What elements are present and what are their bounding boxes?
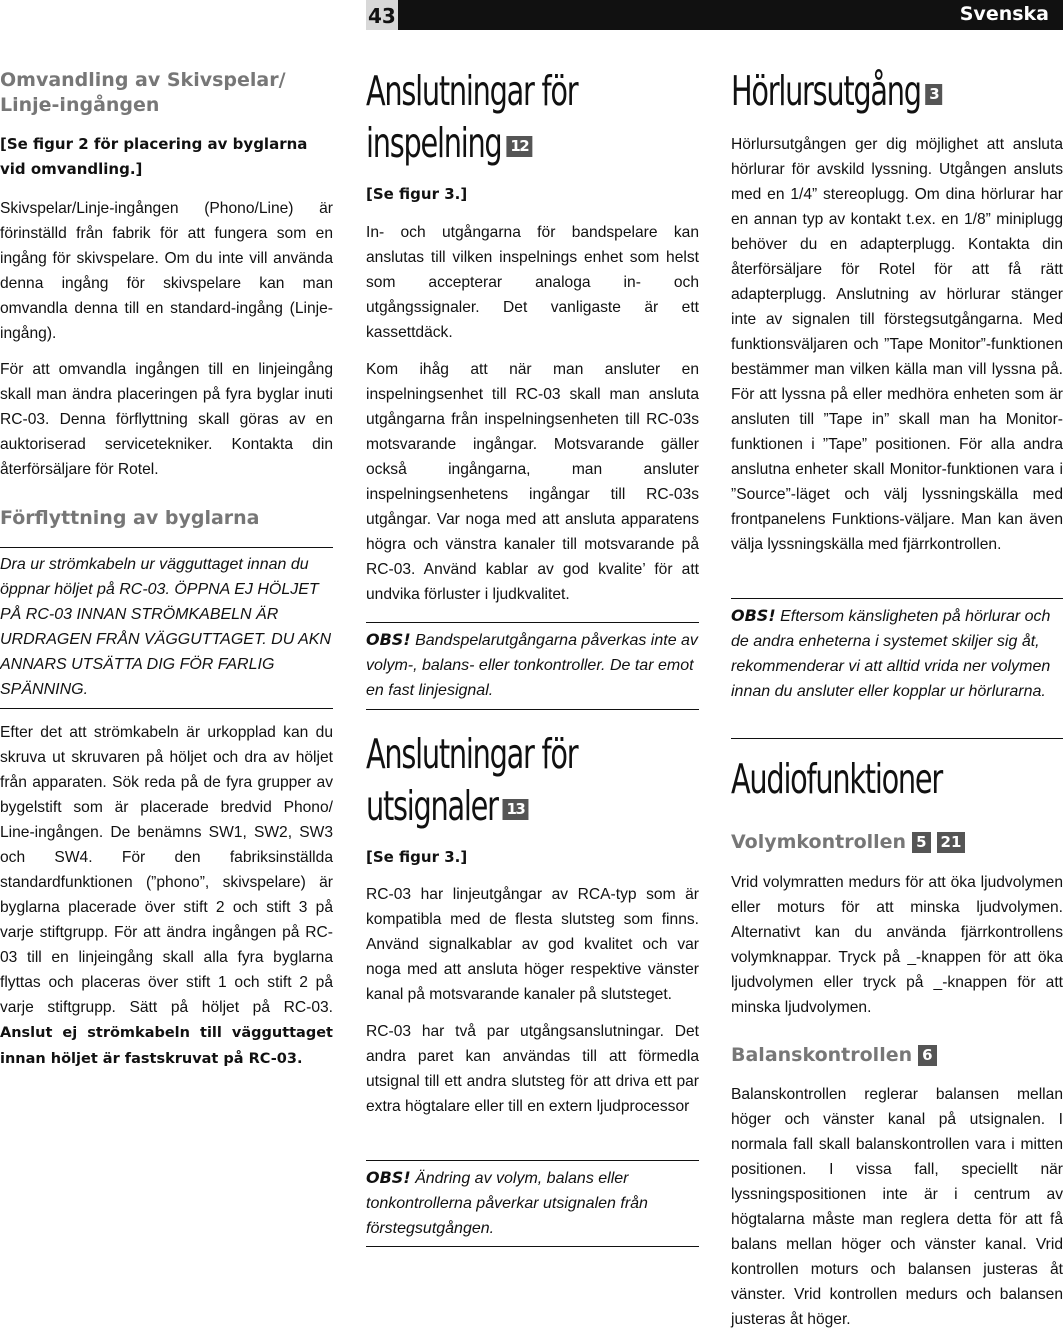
figure-reference: [Se figur 3.] <box>366 848 468 866</box>
figure-badge: 13 <box>502 799 528 820</box>
divider <box>366 709 699 710</box>
paragraph-bold-warning: Anslut ej strömkabeln till vägguttaget innan höljet är fastskruvat på RC-03. <box>0 1025 333 1067</box>
heading-balance <box>731 1043 1063 1068</box>
paragraph: RC-03 har två par utgångsanslutningar. Det andra paret kan användas till att förmedla utsignal till ett andra slutsteg för att driva ett par extra högtalare eller till en extern ljudprocessor <box>366 1023 699 1115</box>
note-label: OBS! <box>731 606 776 625</box>
heading-recording-line1: Anslutningar för <box>366 67 578 115</box>
paragraph: Skivspelar/Linje-ingången (Phono/Line) är förinställd från fabrik för att fungera som en ingång för skivspelare. Om du inte vill använda denna ingång för skivspelare kan man omvandla denna till en standard-ingång (Linje-ingång). <box>0 200 333 342</box>
paragraph: In- och utgångarna för bandspelare kan anslutas till vilken inspelnings enhet som helst som accepterar analoga in- och utgångssignaler. Det vanligaste är ett kassettdäck. <box>366 224 699 341</box>
heading-outputs-line1: Anslutningar för <box>366 730 578 778</box>
note-label: OBS! <box>366 1168 411 1187</box>
heading-volume <box>731 830 1063 855</box>
note-label: OBS! <box>366 630 411 649</box>
header-bar <box>398 0 1063 30</box>
paragraph: För att omvandla ingången till en linjeingång skall man ändra placeringen på fyra byglar inuti RC-03. Denna förflyttning skall göras av en auktoriserad servicetekniker. Kontakta din återförsäljare för Rotel. <box>0 361 333 478</box>
heading-move-jumpers: Förflyttning av byglarna <box>0 507 260 529</box>
figure-badge: 5 <box>912 832 930 853</box>
note-text: Bandspelarutgångarna påverkas inte av volym-, balans- eller tonkontroller. De tar emot en fast linjesignal. <box>366 632 698 699</box>
heading-text: Hörlursutgång <box>731 67 921 115</box>
figure-badge: 12 <box>506 136 532 157</box>
paragraph <box>0 720 333 1072</box>
divider <box>0 708 333 709</box>
heading-text: Volymkontrollen <box>731 831 907 853</box>
heading-outputs-line2 <box>366 781 626 831</box>
paragraph: Balanskontrollen reglerar balansen mellan höger och vänster kanal på utsignalen. I normala fall skall balanskontrollen vara i mitten positionen. I vissa fall, speciellt när lyssningspositionen inte är i centrum av högtalarna måste man reglera detta för att få balans mellan höger och vänster kanal. Vrid kontrollen moturs och balansen justeras åt vänster. Vrid kontrollen medurs och balansen justeras åt höger. <box>731 1086 1063 1328</box>
heading-headphones <box>731 66 990 116</box>
divider <box>366 622 699 623</box>
paragraph: Hörlursutgången ger dig möjlighet att ansluta hörlurar för avskild lyssning. Utgången ansluts med en 1/4” stereoplugg. Om dina hörlurar har en annan typ av kontakt t.ex. en 1/8” miniplugg behöver du en adapterplugg. Kontakta din återförsäljare för Rotel för att få rätt adapterplugg. Anslutning av hörlurar stänger inte av signalen till förstegsutgångarna. Med funktionsväljaren och ”Tape Monitor”-funktionen bestämmer man vilken källa man vill lyssna på. För att lyssna på eller medhöra enheten som är ansluten till ”Tape in” skall man ha Monitor-funktionen i ”Tape” positionen. För alla andra anslutna enheter skall Monitor-funktionen vara i ”Source”-läget och välj lyssningskälla med frontpanelens Funktions-väljare. Man kan även välja lyssningskälla med fjärrkontrollen. <box>731 136 1063 553</box>
figure-reference: [Se figur 2 för placering av byglarna vid omvandling.] <box>0 135 308 178</box>
divider <box>731 738 1063 739</box>
language-label: Svenska <box>959 3 1049 25</box>
figure-badge: 21 <box>937 832 966 853</box>
page-number: 43 <box>368 4 396 28</box>
divider <box>731 598 1063 599</box>
divider <box>366 1160 699 1161</box>
note <box>366 1165 699 1241</box>
figure-reference: [Se figur 3.] <box>366 185 468 203</box>
heading-audio-functions: Audiofunktioner <box>731 755 942 803</box>
note-text: Ändring av volym, balans eller tonkontrollerna påverkar utsignalen från förstegsutgången. <box>366 1170 648 1237</box>
heading-conversion: Omvandling av Skivspelar/ Linje-ingången <box>0 69 286 116</box>
paragraph-text: Efter det att strömkabeln är urkopplad kan du skruva ut skruvaren på höljet och dra av höljet från apparaten. Sök reda på de fyra grupper av bygelstift som är placerade bredvid Phono/ Line-ingången. De benämns SW1, SW2, SW3 och SW4. För den fabriksinställda standardfunktionen (”phono”, skivspelare) är byglarna placerade över stift 2 och stift 3 på varje stiftgrupp. För att ändra ingången på RC-03 till en linjeingång skall alla fyra byglarna flyttas och placeras över stift 1 och stift 2 på varje stiftgrupp. Sätt på höljet på RC-03. <box>0 724 333 1016</box>
note <box>366 627 699 703</box>
warning-text: Dra ur strömkabeln ur vägguttaget innan du öppnar höljet på RC-03. ÖPPNA EJ HÖLJET PÅ RC-03 INNAN STRÖMKABELN ÄR URDRAGEN FRÅN VÄGGUTTAGET. DU AKN ANNARS UTSÄTTA DIG FÖR FARLIG SPÄNNING. <box>0 556 331 698</box>
paragraph: Vrid volymratten medurs för att öka ljudvolymen eller moturs för att minska ljudvolymen. Alternativt kan du använda fjärrkontrollens volymknappar. Tryck på _-knappen för att öka ljudvolymen eller tryck på _-knappen för att minska ljudvolymen. <box>731 874 1063 1016</box>
heading-recording-line2 <box>366 118 626 168</box>
note-text: Eftersom känsligheten på hörlurar och de andra enheterna i systemet skiljer sig åt, rekommenderar vi att alltid vrida ner volymen innan du ansluter eller kopplar ur hörlurarna. <box>731 608 1051 700</box>
figure-badge: 3 <box>925 84 942 105</box>
paragraph: Kom ihåg att när man ansluter en inspelningsenhet till RC-03 skall man ansluta utgångarna från inspelningsenheten till RC-03s motsvarande ingångar. Motsvarande gäller också ingångarna, man ansluter inspelningsenhetens ingångar till RC-03s utgångar. Var noga med att ansluta apparatens högra och vänstra kanaler till motsvarande på RC-03. Använd kablar av god kvalite’ för att undvika förluster i ljudkvalitet. <box>366 361 699 603</box>
heading-text: utsignaler <box>366 782 498 830</box>
divider <box>0 547 333 548</box>
heading-text: Balanskontrollen <box>731 1044 913 1066</box>
divider <box>366 1246 699 1247</box>
figure-badge: 6 <box>918 1045 936 1066</box>
note <box>731 603 1063 704</box>
paragraph: RC-03 har linjeutgångar av RCA-typ som är kompatibla med de flesta slutsteg som finns. Använd signalkablar av god kvalitet och var noga med att ansluta höger respektive vänster kanal på motsvarande kanaler på slutsteget. <box>366 886 699 1003</box>
heading-text: inspelning <box>366 119 502 167</box>
